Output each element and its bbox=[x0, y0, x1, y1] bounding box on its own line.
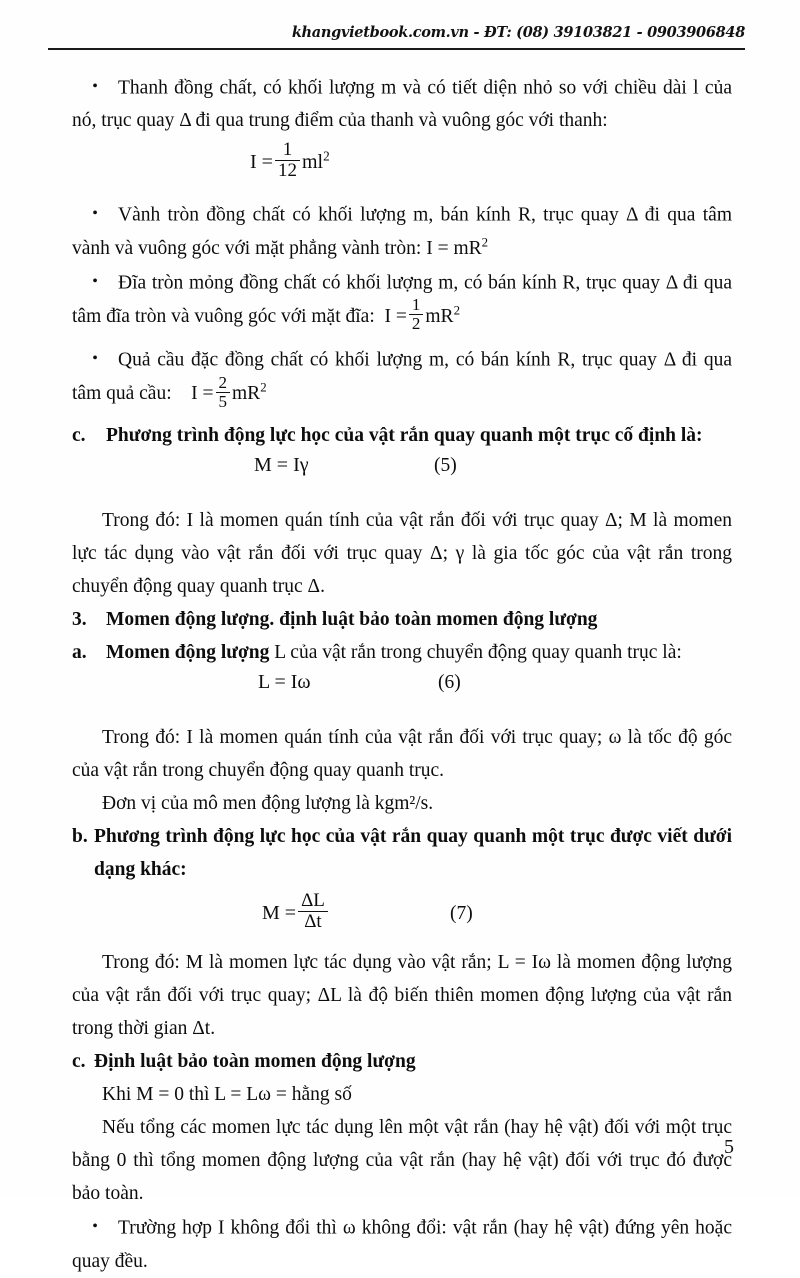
header-divider bbox=[48, 48, 745, 50]
fraction-denominator: 5 bbox=[216, 392, 231, 411]
equation-sphere-lhs: I = bbox=[191, 383, 214, 405]
bullet-disk-text: Đĩa tròn mỏng đồng chất có khối lượng m, có bán kính R, trục quay Δ đi qua tâm đĩa tròn và vuông góc với mặt đĩa: bbox=[72, 272, 732, 328]
equation-ring-lhs: I = mR bbox=[426, 237, 482, 259]
conservation-statement: Nếu tổng các momen lực tác dụng lên một vật rắn (hay hệ vật) đối với một trục bằng 0 thì tổng momen động lượng của vật rắn (hay hệ vật) đối với trục đó được bảo toàn. bbox=[72, 1117, 732, 1205]
equation-rod-lhs: I = bbox=[250, 151, 273, 174]
bullet-ring-text: Vành tròn đồng chất có khối lượng m, bán kính R, trục quay Δ đi qua tâm vành và vuông góc với mặt phẳng vành tròn: bbox=[72, 204, 732, 259]
heading-b-dynamics-alt bbox=[72, 820, 732, 886]
unit-momentum: Đơn vị của mô men động lượng là kgm²/s. bbox=[102, 793, 434, 815]
equation-6-number: (6) bbox=[438, 672, 461, 694]
equation-7-lhs: M = bbox=[262, 902, 297, 925]
equation-sphere-tail: mR bbox=[232, 383, 261, 405]
bullet-dot-icon: • bbox=[92, 78, 98, 95]
bullet-dot-icon: • bbox=[92, 205, 98, 223]
equation-disk-exponent: 2 bbox=[453, 303, 461, 318]
equation-7-body bbox=[262, 890, 330, 935]
fraction-one-half bbox=[409, 296, 424, 333]
fraction-denominator: Δt bbox=[298, 911, 328, 932]
equation-rod-exponent: 2 bbox=[323, 148, 330, 164]
bullet-rod bbox=[72, 70, 732, 137]
equation-ring-inertia bbox=[426, 232, 488, 265]
heading-marker: c. bbox=[72, 1051, 86, 1073]
fraction-two-fifths bbox=[216, 374, 231, 411]
heading-a-momentum-rest: L của vật rắn trong chuyển động quay quanh trục là: bbox=[269, 642, 682, 664]
equation-rod-inertia bbox=[72, 137, 732, 197]
bullet-sphere bbox=[72, 342, 732, 413]
explain-c-dynamics: Trong đó: I là momen quán tính của vật rắn đối với trục quay Δ; M là momen lực tác dụng vào vật rắn đối với trục quay Δ; γ là gia tốc góc của vật rắn trong chuyển động quay quanh trục Δ. bbox=[72, 510, 732, 598]
explain-a-momentum: Trong đó: I là momen quán tính của vật rắn đối với trục quay; ω là tốc độ góc của vật rắn trong chuyển động quay quanh trục. bbox=[72, 727, 732, 782]
bullet-dot-icon: • bbox=[92, 272, 98, 290]
bullet-disk bbox=[72, 265, 732, 336]
equation-disk-tail: mR bbox=[425, 306, 454, 328]
bullet-dot-icon: • bbox=[92, 1218, 98, 1236]
explain-b-dynamics-alt: Trong đó: M là momen lực tác dụng vào vật rắn; L = Iω là momen động lượng của vật rắn đối với trục quay; ΔL là độ biến thiên momen động lượng của vật rắn trong thời gian Δt. bbox=[72, 952, 732, 1040]
publisher-contact-text: khangvietbook.com.vn - ĐT: (08) 39103821 - 0903906848 bbox=[291, 24, 745, 41]
heading-3-momentum-text: Momen động lượng. định luật bảo toàn momen động lượng bbox=[106, 609, 598, 631]
conservation-condition-line: Khi M = 0 thì L = Lω = hằng số bbox=[102, 1084, 352, 1106]
equation-disk-lhs: I = bbox=[384, 306, 407, 328]
fraction-denominator: 2 bbox=[409, 314, 424, 333]
bullet-case-constant-inertia bbox=[72, 1210, 732, 1277]
heading-marker: c. bbox=[72, 425, 86, 447]
heading-marker: 3. bbox=[72, 609, 87, 631]
equation-7-number: (7) bbox=[450, 903, 473, 925]
heading-marker: b. bbox=[72, 826, 88, 848]
equation-6-body: L = Iω bbox=[258, 671, 311, 694]
equation-5-row bbox=[72, 452, 732, 504]
page-number: 5 bbox=[724, 1136, 734, 1158]
fraction-denominator: 12 bbox=[275, 160, 300, 181]
fraction-numerator: 2 bbox=[218, 372, 228, 392]
heading-b-dynamics-alt-text: Phương trình động lực học của vật rắn quay quanh một trục được viết dưới dạng khác: bbox=[94, 826, 732, 881]
heading-a-momentum bbox=[72, 636, 732, 669]
page-header bbox=[48, 24, 745, 42]
heading-3-momentum bbox=[72, 603, 732, 636]
heading-c-conservation-text: Định luật bảo toàn momen động lượng bbox=[94, 1051, 416, 1073]
heading-c-conservation bbox=[72, 1045, 732, 1078]
equation-sphere-exponent: 2 bbox=[260, 380, 267, 395]
fraction-delta-l-over-delta-t bbox=[298, 891, 328, 932]
equation-rod-tail: ml bbox=[301, 151, 324, 174]
bullet-dot-icon: • bbox=[92, 349, 98, 367]
bullet-case-constant-inertia-text: Trường hợp I không đổi thì ω không đổi: vật rắn (hay hệ vật) đứng yên hoặc quay đều. bbox=[72, 1217, 732, 1272]
heading-marker: a. bbox=[72, 642, 87, 664]
heading-c-dynamics-text: Phương trình động lực học của vật rắn quay quanh một trục cố định là: bbox=[106, 425, 703, 447]
equation-7-row bbox=[72, 886, 732, 946]
equation-ring-exponent: 2 bbox=[481, 235, 489, 250]
heading-a-momentum-bold: Momen động lượng bbox=[106, 642, 270, 664]
bullet-sphere-text: Quả cầu đặc đồng chất có khối lượng m, có bán kính R, trục quay Δ đi qua tâm quả cầu: bbox=[72, 349, 732, 405]
fraction-numerator: 1 bbox=[411, 295, 421, 315]
equation-sphere-inertia bbox=[191, 372, 267, 413]
bullet-rod-text: Thanh đồng chất, có khối lượng m và có tiết diện nhỏ so với chiều dài l của nó, trục quay Δ đi qua trung điểm của thanh và vuông góc với thanh: bbox=[72, 77, 732, 132]
equation-rod-body bbox=[250, 139, 330, 184]
equation-5-number: (5) bbox=[434, 455, 457, 477]
fraction-numerator: 1 bbox=[282, 139, 293, 161]
fraction-one-twelfth bbox=[275, 140, 300, 181]
page-content bbox=[72, 70, 732, 1278]
equation-6-row bbox=[72, 669, 732, 721]
bullet-ring bbox=[72, 197, 732, 264]
fraction-numerator: ΔL bbox=[301, 890, 325, 912]
equation-disk-inertia bbox=[384, 295, 461, 336]
heading-c-dynamics bbox=[72, 419, 732, 452]
equation-5-body: M = Iγ bbox=[254, 454, 309, 477]
